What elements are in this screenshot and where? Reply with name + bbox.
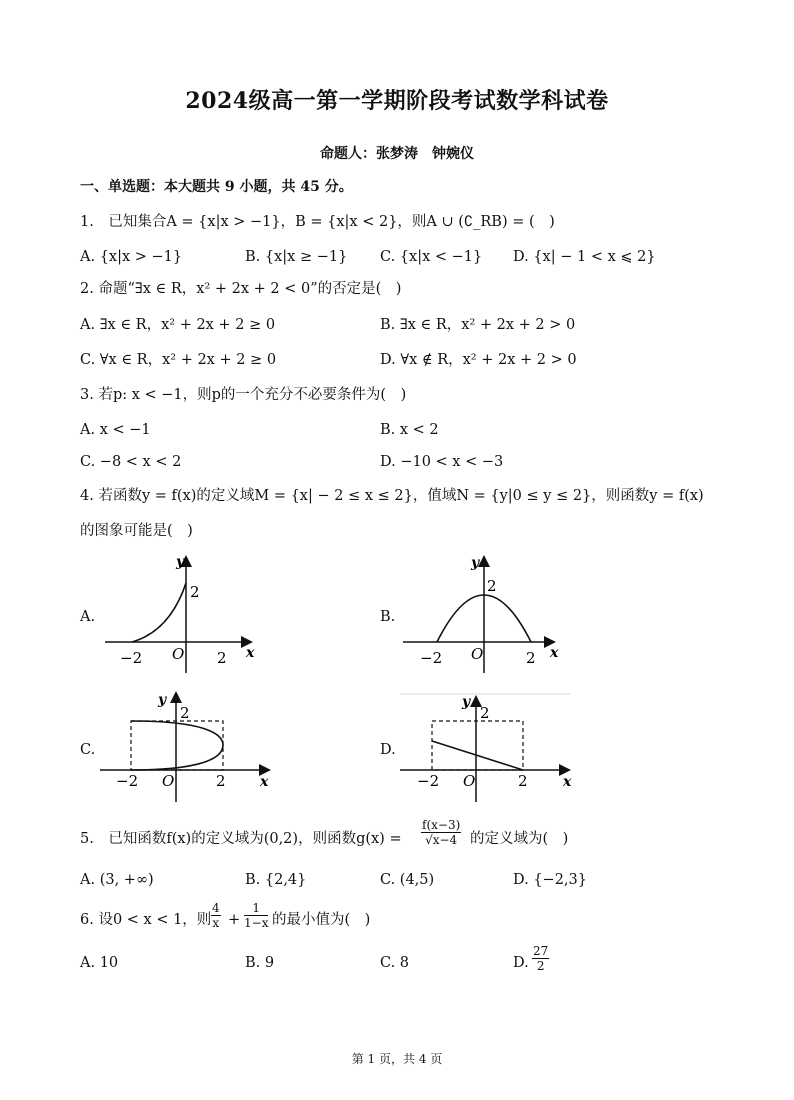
tick-neg2: −2 [420,649,443,667]
x-label: x [260,774,269,790]
question-2-option-d: D. ∀x ∉ R，x² + 2x + 2 > 0 [380,352,577,368]
question-5-stem-pre: 5. 已知函数f(x)的定义域为(0,2)，则函数g(x) = [80,831,402,847]
fraction-numerator: 1 [244,901,268,916]
question-6-option-b: B. 9 [245,955,275,971]
question-2-option-a: A. ∃x ∈ R，x² + 2x + 2 ≥ 0 [80,317,276,333]
question-5-option-c: C. (4,5) [380,872,435,888]
question-6-fraction-2 [244,901,268,930]
tick-2-y: 2 [480,704,490,722]
tick-neg2: −2 [116,772,139,790]
question-3-option-d: D. −10 < x < −3 [380,454,504,470]
page-footer: 第 1 页，共 4 页 [351,1052,443,1066]
question-6-option-d: D. [513,955,529,971]
tick-2-x: 2 [217,649,227,667]
question-3-option-a: A. x < −1 [80,422,151,438]
question-2-stem: 2. 命题“∃x ∈ R，x² + 2x + 2 < 0”的否定是( ) [80,281,402,297]
tick-2-y: 2 [180,704,190,722]
question-2-option-c: C. ∀x ∈ R，x² + 2x + 2 ≥ 0 [80,352,277,368]
tick-2-y: 2 [190,583,200,601]
section-heading: 一、单选题：本大题共 9 小题，共 45 分。 [80,179,353,195]
y-label: y [176,554,185,570]
question-3-stem: 3. 若p: x < −1，则p的一个充分不必要条件为( ) [80,387,407,403]
fraction-numerator: 4 [212,901,220,915]
graph-c [98,690,273,805]
origin-label: O [463,772,476,790]
plus-sign: + [228,912,241,928]
fraction-numerator: f(x−3) [422,818,461,832]
x-label: x [246,645,255,661]
question-5-stem-post: 的定义域为( ) [470,831,569,847]
question-6-stem-post: 的最小值为( ) [272,912,371,928]
x-label: x [563,774,572,790]
question-4-option-b: B. [380,609,396,625]
page-title: 2024级高一第一学期阶段考试数学科试卷 [185,88,609,114]
question-1-option-c: C. {x|x < −1} [380,249,483,265]
question-2-option-b: B. ∃x ∈ R，x² + 2x + 2 > 0 [380,317,576,333]
question-3-option-c: C. −8 < x < 2 [80,454,182,470]
curve [131,721,223,770]
question-1-option-b: B. {x|x ≥ −1} [245,249,348,265]
question-5-fraction [421,818,461,847]
segment [432,741,523,770]
fraction-denominator: 1−x [244,916,269,930]
fraction-denominator: √x−4 [425,833,458,847]
question-4-stem-line1: 4. 若函数y = f(x)的定义域M = {x| − 2 ≤ x ≤ 2}，值域N = {y|0 ≤ y ≤ 2}，则函数y = f(x) [80,488,704,504]
question-6-option-d-fraction [532,944,549,973]
tick-neg2: −2 [120,649,143,667]
graph-a [100,553,270,678]
y-label: y [471,555,480,571]
question-1-option-a: A. {x|x > −1} [80,249,183,265]
question-6-fraction-1 [211,901,221,930]
question-4-stem-line2: 的图象可能是( ) [80,523,193,539]
tick-2-x: 2 [526,649,536,667]
x-label: x [550,645,559,661]
question-6-option-a: A. 10 [80,955,119,971]
graph-b [398,553,568,678]
origin-label: O [172,645,185,663]
tick-2-y: 2 [487,577,497,595]
question-6-option-c: C. 8 [380,955,410,971]
question-4-option-a: A. [80,609,96,625]
tick-neg2: −2 [417,772,440,790]
dashed-box [131,721,223,770]
origin-label: O [162,772,175,790]
question-1-option-d: D. {x| − 1 < x ⩽ 2} [513,249,656,265]
y-label: y [462,694,471,710]
origin-label: O [471,645,484,663]
question-5-option-a: A. (3, +∞) [80,872,154,888]
fraction-denominator: x [212,916,220,930]
question-1-stem: 1. 已知集合A = {x|x > −1}，B = {x|x < 2}，则A ∪ (∁_RB) = ( ) [80,214,555,230]
fraction-numerator: 27 [533,944,549,958]
fraction-denominator: 2 [536,959,545,973]
y-label: y [158,692,167,708]
question-5-option-d: D. {−2,3} [513,872,587,888]
question-6-stem-pre: 6. 设0 < x < 1，则 [80,912,212,928]
question-4-option-c: C. [80,742,96,758]
graph-d [398,690,574,805]
question-5-option-b: B. {2,4} [245,872,307,888]
tick-2-x: 2 [518,772,528,790]
author-line: 命题人：张梦涛 钟婉仪 [320,146,474,162]
curve [132,583,186,642]
tick-2-x: 2 [216,772,226,790]
question-3-option-b: B. x < 2 [380,422,439,438]
question-4-option-d: D. [380,742,396,758]
